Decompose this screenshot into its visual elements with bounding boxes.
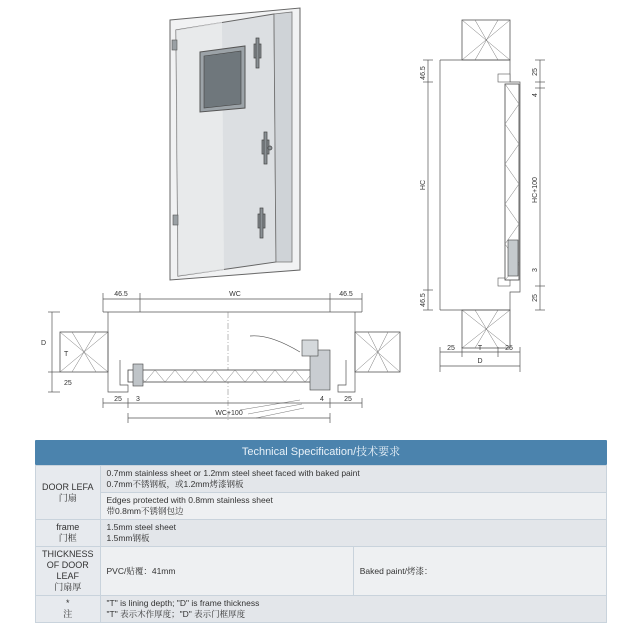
frame-value: 1.5mm steel sheet 1.5mm钢板	[100, 520, 606, 547]
table-row	[36, 493, 607, 520]
plan-section	[41, 291, 400, 423]
dim-3-bottom: 3	[136, 396, 140, 403]
door-leaf-label: DOOR LEFA 门扇	[36, 466, 101, 520]
thickness-paint-value: Baked paint/烤漆：	[353, 547, 606, 596]
dim-25-br-right: 25	[505, 345, 513, 352]
note-label: * 注	[36, 596, 101, 623]
door-illustration	[170, 8, 300, 280]
spec-title: Technical Specification/技术要求	[35, 440, 607, 465]
dim-25-bottom-right-side: 25	[532, 294, 539, 302]
thickness-label: THICKNESS OF DOOR LEAF 门扇厚	[36, 547, 101, 596]
frame-label: frame 门框	[36, 520, 101, 547]
dim-4-top-right: 4	[532, 93, 539, 97]
dim-25-left: 25	[64, 380, 72, 387]
dim-46-5-top: 46.5	[420, 66, 427, 80]
dim-hc-plus-100: HC+100	[532, 177, 539, 203]
dim-25-br-left: 25	[447, 345, 455, 352]
dim-46-5-left: 46.5	[114, 291, 128, 298]
table-row	[36, 466, 607, 493]
thickness-pvc-value: PVC/贴覆：41mm	[100, 547, 353, 596]
dim-hc: HC	[420, 179, 427, 191]
spec-table	[35, 465, 607, 623]
dim-46-5-bottom: 46.5	[420, 293, 427, 307]
table-row	[36, 547, 607, 596]
dim-3-bottom-right: 3	[532, 268, 539, 272]
dim-25-bottom-left: 25	[114, 396, 122, 403]
dim-t-br: T	[477, 345, 483, 352]
dim-4-bottom: 4	[320, 396, 324, 403]
side-section	[420, 20, 545, 372]
table-row	[36, 520, 607, 547]
note-value: "T" is lining depth; "D" is frame thickness "T" 表示木作厚度；"D" 表示门框厚度	[100, 596, 606, 623]
dim-t-left: T	[64, 351, 69, 358]
door-leaf-value-1: 0.7mm stainless sheet or 1.2mm steel sheet faced with baked paint 0.7mm不锈钢板，或1.2mm烤漆钢板	[100, 466, 606, 493]
dim-wc-plus-100: WC+100	[215, 410, 243, 417]
spec-section	[35, 440, 607, 623]
dim-wc: WC	[229, 291, 241, 298]
dim-25-bottom-right: 25	[344, 396, 352, 403]
dim-46-5-right: 46.5	[339, 291, 353, 298]
dim-d-left: D	[40, 340, 46, 347]
dim-d-br: D	[477, 358, 483, 365]
door-leaf-value-2: Edges protected with 0.8mm stainless sheet 带0.8mm不锈钢包边	[100, 493, 606, 520]
table-row	[36, 596, 607, 623]
dim-25-top-right: 25	[532, 68, 539, 76]
